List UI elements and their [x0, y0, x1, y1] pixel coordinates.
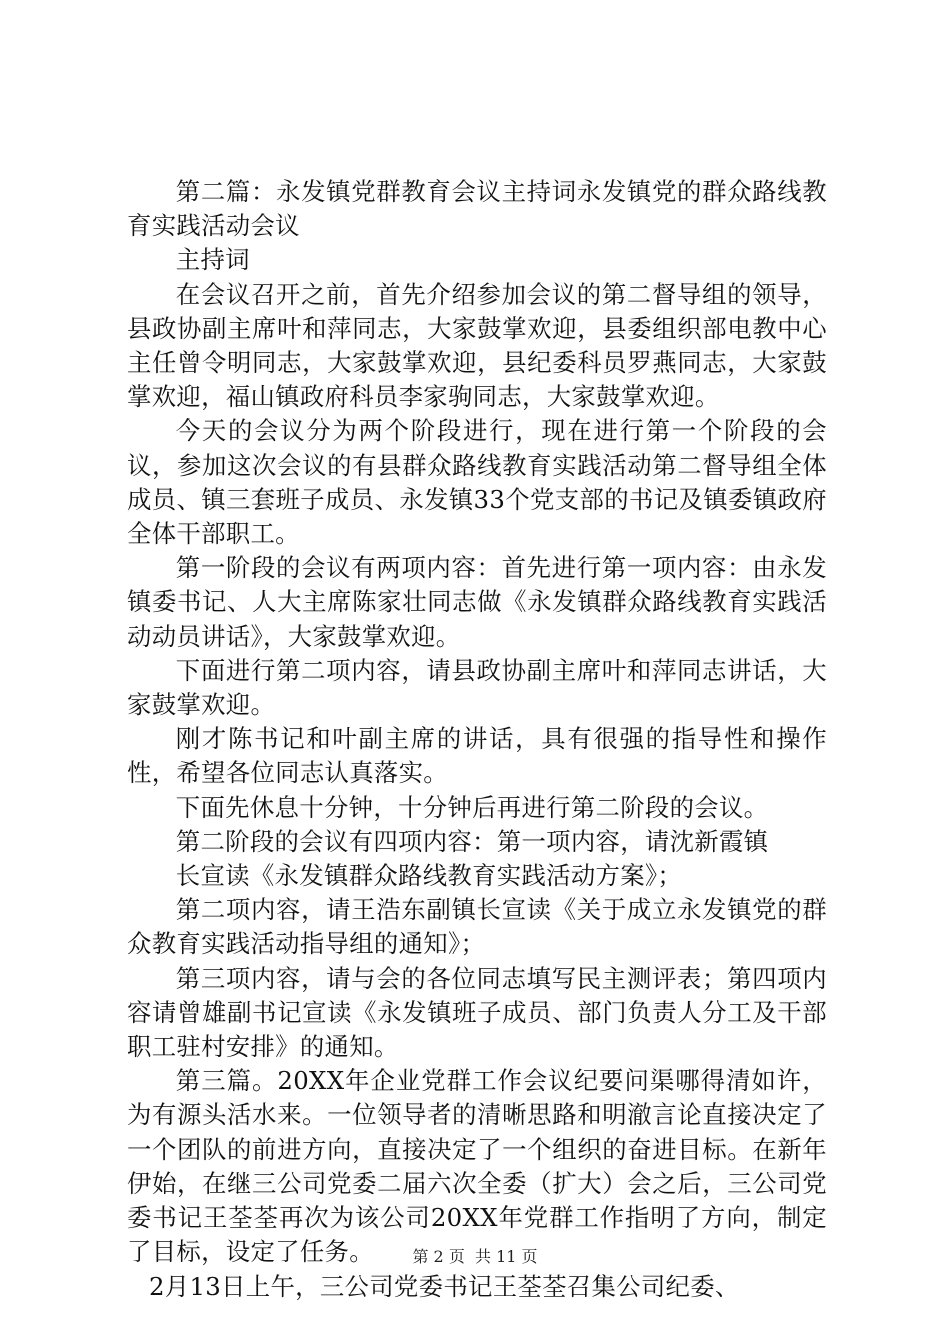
paragraph: 第一阶段的会议有两项内容：首先进行第一项内容：由永发镇委书记、人大主席陈家壮同志做《永发镇群众路线教育实践活动动员讲话》，大家鼓掌欢迎。: [127, 553, 827, 651]
paragraph: 2月13日上午，三公司党委书记王荃荃召集公司纪委、: [148, 1271, 740, 1301]
paragraph: 第二阶段的会议有四项内容：第一项内容，请沈新霞镇: [175, 826, 769, 856]
paragraph: 今天的会议分为两个阶段进行，现在进行第一个阶段的会议，参加这次会议的有县群众路线教育实践活动第二督导组全体成员、镇三套班子成员、永发镇33个党支部的书记及镇委镇政府全体干部职工。: [127, 416, 827, 549]
paragraph: 下面进行第二项内容，请县政协副主席叶和萍同志讲话，大家鼓掌欢迎。: [127, 655, 827, 720]
page-number-footer: 第 2 页 共 11 页: [412, 1247, 538, 1266]
paragraph: 长宣读《永发镇群众路线教育实践活动方案》；: [175, 861, 683, 891]
paragraph: 在会议召开之前，首先介绍参加会议的第二督导组的领导，县政协副主席叶和萍同志，大家鼓掌欢迎，县委组织部电教中心主任曾令明同志，大家鼓掌欢迎，县纪委科员罗燕同志，大家鼓掌欢迎，福山镇政府科员李家驹同志，大家鼓掌欢迎。: [127, 279, 827, 412]
document-body: [127, 175, 827, 1304]
paragraph: 刚才陈书记和叶副主席的讲话，具有很强的指导性和操作性，希望各位同志认真落实。: [127, 724, 827, 788]
paragraph: 下面先休息十分钟，十分钟后再进行第二阶段的会议。: [175, 792, 769, 822]
paragraph-subtitle: 主持词: [175, 245, 250, 275]
paragraph-title: 第二篇：永发镇党群教育会议主持词永发镇党的群众路线教育实践活动会议: [127, 177, 827, 241]
paragraph: 第三篇。20XX年企业党群工作会议纪要问渠哪得清如许，为有源头活水来。一位领导者的清晰思路和明澈言论直接决定了一个团队的前进方向，直接决定了一个组织的奋进目标。在新年伊始，在继三公司党委二届六次全委（扩大）会之后，三公司党委书记王荃荃再次为该公司20XX年党群工作指明了方向，制定了目标，设定了任务。: [127, 1066, 827, 1267]
paragraph: 第三项内容，请与会的各位同志填写民主测评表；第四项内容请曾雄副书记宣读《永发镇班子成员、部门负责人分工及干部职工驻村安排》的通知。: [127, 963, 827, 1062]
paragraph: 第二项内容，请王浩东副镇长宣读《关于成立永发镇党的群众教育实践活动指导组的通知》；: [127, 895, 827, 959]
